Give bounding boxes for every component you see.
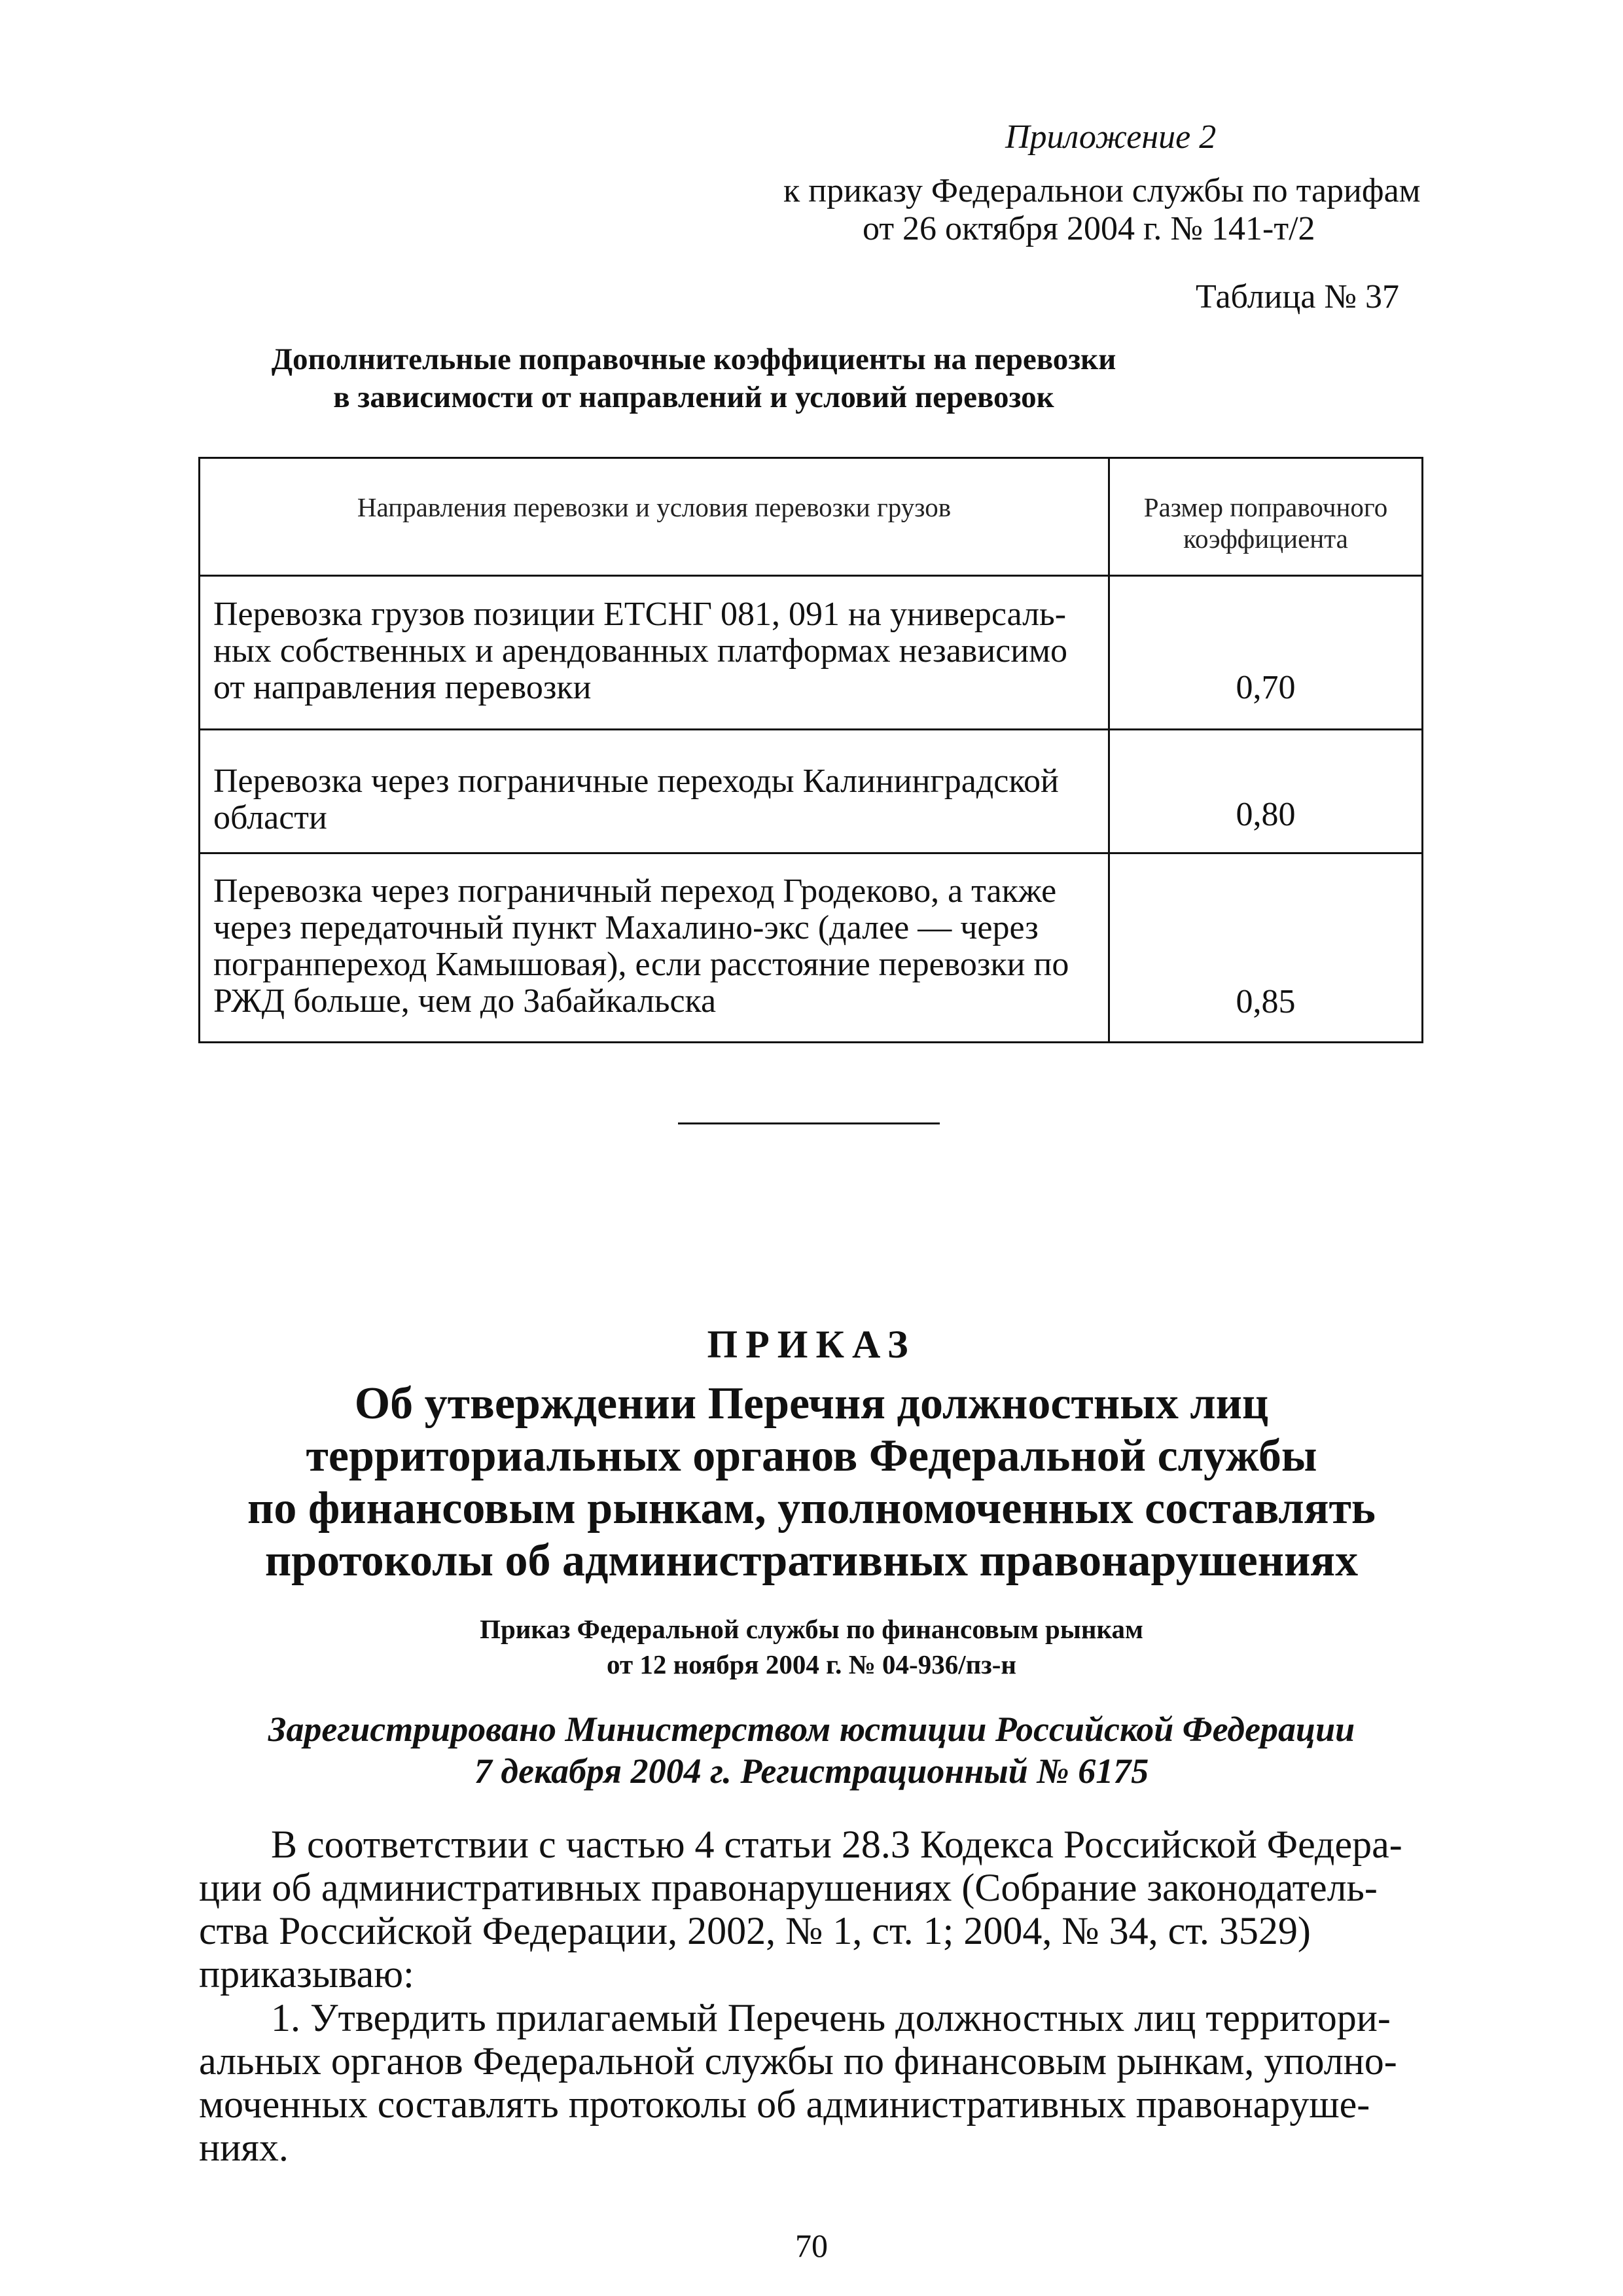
table-row-description <box>213 873 1096 1020</box>
order-title-line: протоколы об административных правонарушениях <box>264 1535 1359 1586</box>
table-title <box>196 340 1191 416</box>
paragraph-line: 1. Утвердить прилагаемый Перечень должностных лиц территори- <box>271 1996 1391 2039</box>
paragraph-line: приказываю: <box>199 1952 414 1996</box>
section-divider <box>678 1122 940 1124</box>
table-row-divider <box>200 852 1421 854</box>
table-row-value: 0,85 <box>1236 983 1296 1020</box>
paragraph-line: ства Российской Федерации, 2002, № 1, ст. 1; 2004, № 34, ст. 3529) <box>199 1909 1311 1952</box>
table-cell-line: погранпереход Камышовая), если расстояние перевозки по <box>213 946 1069 983</box>
table-cell-line: РЖД больше, чем до Забайкальска <box>213 982 717 1020</box>
table-row-divider <box>200 728 1421 730</box>
order-source-line: от 12 ноября 2004 г. № 04-936/пз-н <box>607 1649 1016 1679</box>
basis-paragraph <box>199 1823 1424 1996</box>
appendix-label: Приложение 2 <box>1005 118 1217 156</box>
table-row-divider <box>200 575 1421 577</box>
order-source-line: Приказ Федеральной службы по финансовым рынкам <box>480 1614 1143 1644</box>
table-row-description <box>213 596 1096 706</box>
order-registration <box>157 1708 1466 1792</box>
order-source <box>223 1611 1400 1682</box>
order-title <box>157 1378 1466 1587</box>
order-heading: ПРИКАЗ <box>707 1323 916 1366</box>
table-title-line: в зависимости от направлений и условий перевозок <box>333 380 1054 414</box>
table-cell-line: Перевозка грузов позиции ЕТСНГ 081, 091 на универсаль- <box>213 596 1067 633</box>
table-header-line: коэффициента <box>1183 524 1348 554</box>
table-cell-line: ных собственных и арендованных платформах независимо <box>213 632 1067 670</box>
table-number: Таблица № 37 <box>1196 278 1400 315</box>
appendix-date-line: от 26 октября 2004 г. № 141-т/2 <box>863 210 1315 247</box>
coefficients-table <box>198 457 1423 1043</box>
paragraph-line: В соответствии с частью 4 статьи 28.3 Кодекса Российской Федера- <box>271 1823 1402 1866</box>
table-cell-line: Перевозка через пограничный переход Гродеково, а также <box>213 872 1057 910</box>
paragraph-line: ции об административных правонарушениях (Собрание законодатель- <box>199 1866 1378 1909</box>
table-header-directions: Направления перевозки и условия перевозки грузов <box>357 492 952 522</box>
paragraph-line: моченных составлять протоколы об административных правонаруше- <box>199 2083 1370 2126</box>
order-title-line: территориальных органов Федеральной службы <box>306 1431 1317 1481</box>
registration-line: 7 декабря 2004 г. Регистрационный № 6175 <box>474 1751 1149 1791</box>
appendix-reference-line: к приказу Федеральнои службы по тарифам <box>783 172 1421 209</box>
table-row-value: 0,70 <box>1236 669 1296 706</box>
table-row-value: 0,80 <box>1236 796 1296 833</box>
paragraph-line: альных органов Федеральной службы по финансовым рынкам, уполно- <box>199 2039 1397 2083</box>
order-title-line: Об утверждении Перечня должностных лиц <box>354 1378 1269 1429</box>
item-1-paragraph <box>199 1996 1424 2169</box>
table-header-line: Размер поправочного <box>1143 492 1388 522</box>
page-number: 70 <box>795 2227 828 2264</box>
order-title-line: по финансовым рынкам, уполномоченных составлять <box>247 1483 1376 1534</box>
table-cell-line: области <box>213 799 327 836</box>
table-title-line: Дополнительные поправочные коэффициенты на перевозки <box>271 342 1116 376</box>
table-cell-line: через передаточный пункт Махалино-экс (далее — через <box>213 909 1039 946</box>
table-row-description <box>213 763 1096 836</box>
table-cell-line: Перевозка через пограничные переходы Калининградской <box>213 762 1059 800</box>
paragraph-line: ниях. <box>199 2126 289 2169</box>
table-cell-line: от направления перевозки <box>213 669 592 706</box>
registration-line: Зарегистрировано Министерством юстиции Российской Федерации <box>268 1710 1355 1749</box>
table-header-coefficient <box>1110 492 1421 554</box>
